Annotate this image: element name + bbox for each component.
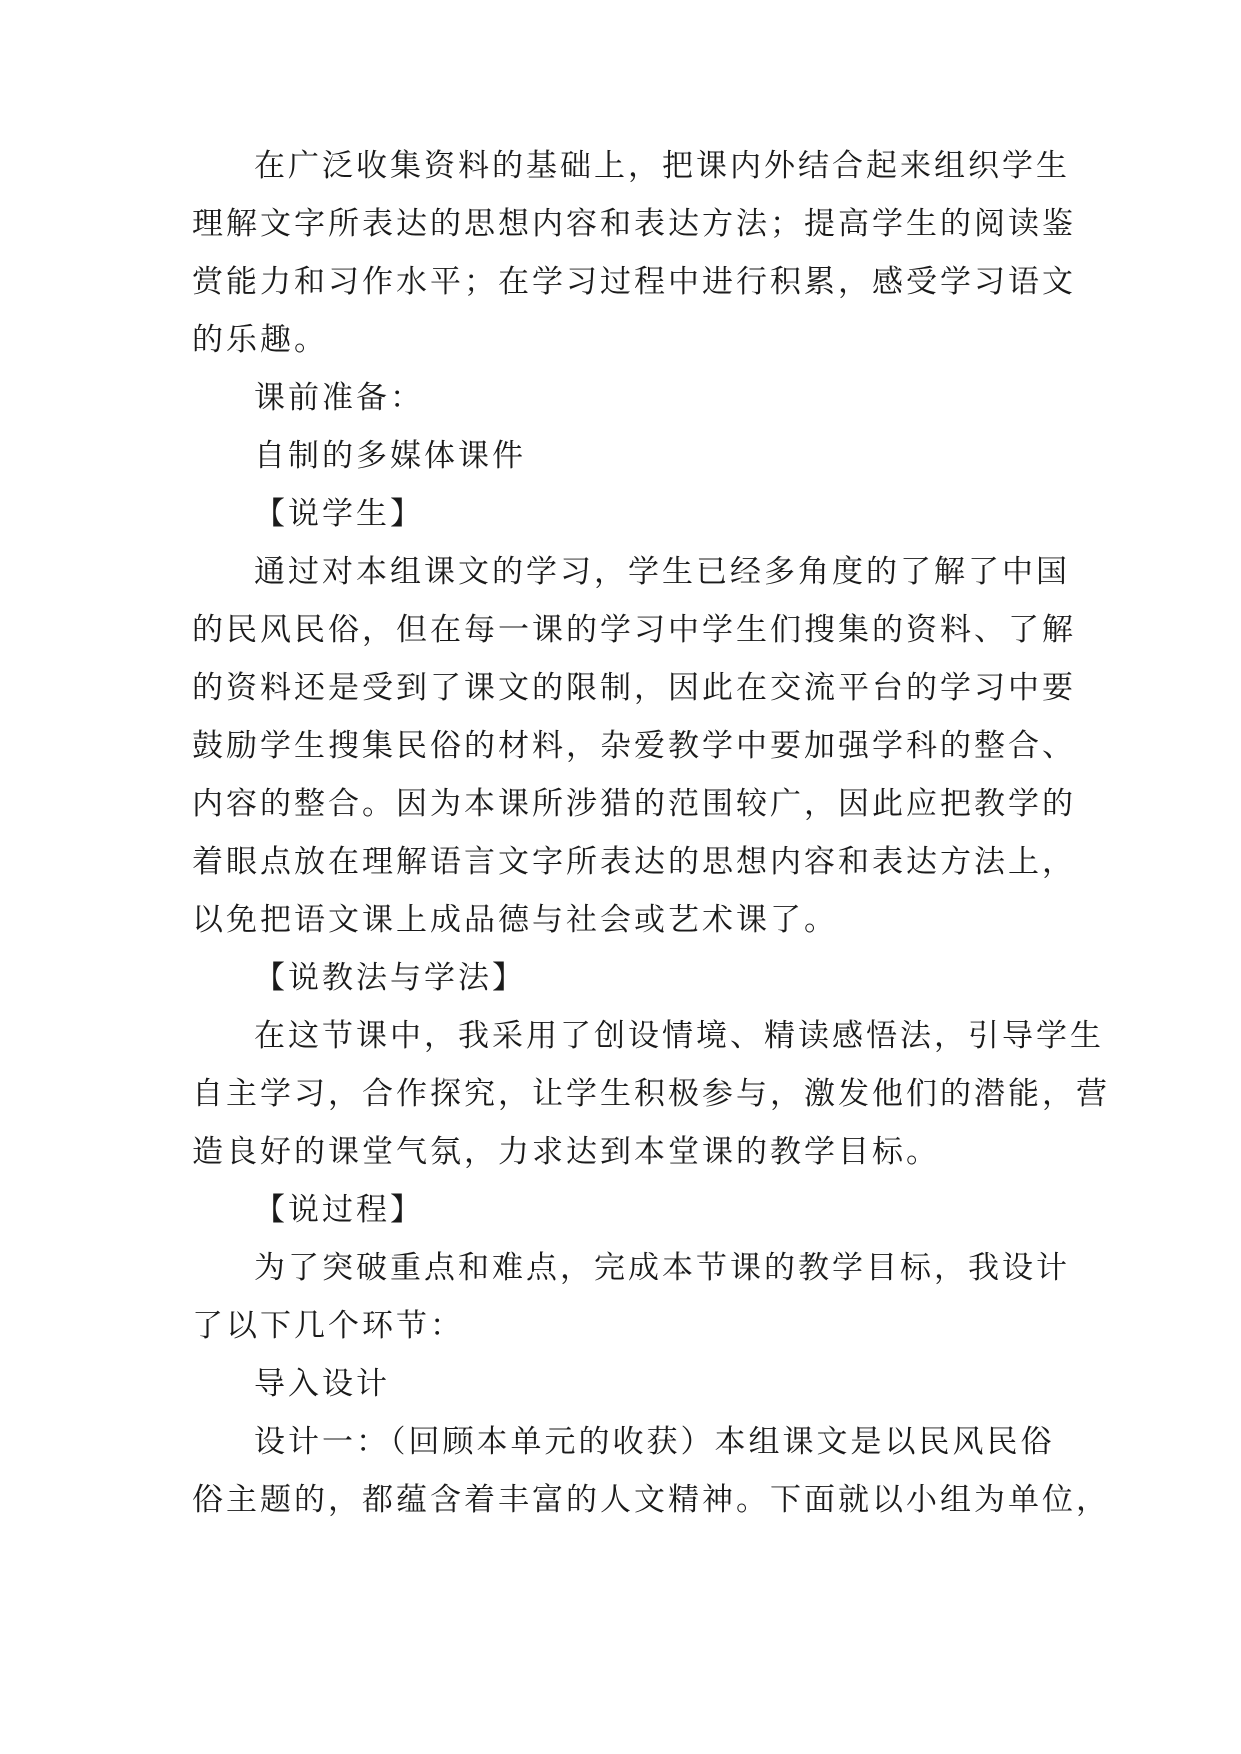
- text-line: 鼓励学生搜集民俗的材料，杂爱教学中要加强学科的整合、: [192, 728, 1076, 764]
- section-label: 导入设计: [254, 1366, 390, 1402]
- text-line: 理解文字所表达的思想内容和表达方法；提高学生的阅读鉴: [192, 206, 1076, 242]
- section-heading: 【说学生】: [254, 496, 424, 532]
- section-label: 课前准备：: [254, 380, 424, 416]
- text-line: 通过对本组课文的学习，学生已经多角度的了解了中国: [254, 554, 1070, 590]
- text-line: 设计一：（回顾本单元的收获）本组课文是以民风民俗: [254, 1424, 1055, 1460]
- text-line: 以免把语文课上成品德与社会或艺术课了。: [192, 902, 838, 938]
- text-line: 俗主题的，都蕴含着丰富的人文精神。下面就以小组为单位，: [192, 1482, 1110, 1518]
- text-line: 的民风民俗，但在每一课的学习中学生们搜集的资料、了解: [192, 612, 1076, 648]
- text-line: 的乐趣。: [192, 322, 328, 358]
- text-line: 内容的整合。因为本课所涉猎的范围较广，因此应把教学的: [192, 786, 1076, 822]
- text-line: 在这节课中，我采用了创设情境、精读感悟法，引导学生: [254, 1018, 1104, 1054]
- section-heading: 【说教法与学法】: [254, 960, 526, 996]
- text-line: 在广泛收集资料的基础上，把课内外结合起来组织学生: [254, 148, 1070, 184]
- text-line: 的资料还是受到了课文的限制，因此在交流平台的学习中要: [192, 670, 1076, 706]
- text-line: 了以下几个环节：: [192, 1308, 464, 1344]
- text-line: 造良好的课堂气氛，力求达到本堂课的教学目标。: [192, 1134, 940, 1170]
- text-line: 自制的多媒体课件: [254, 438, 526, 474]
- section-heading: 【说过程】: [254, 1192, 424, 1228]
- text-line: 赏能力和习作水平；在学习过程中进行积累，感受学习语文: [192, 264, 1076, 300]
- text-line: 自主学习，合作探究，让学生积极参与，激发他们的潜能，营: [192, 1076, 1110, 1112]
- text-line: 着眼点放在理解语言文字所表达的思想内容和表达方法上，: [192, 844, 1076, 880]
- text-line: 为了突破重点和难点，完成本节课的教学目标，我设计: [254, 1250, 1070, 1286]
